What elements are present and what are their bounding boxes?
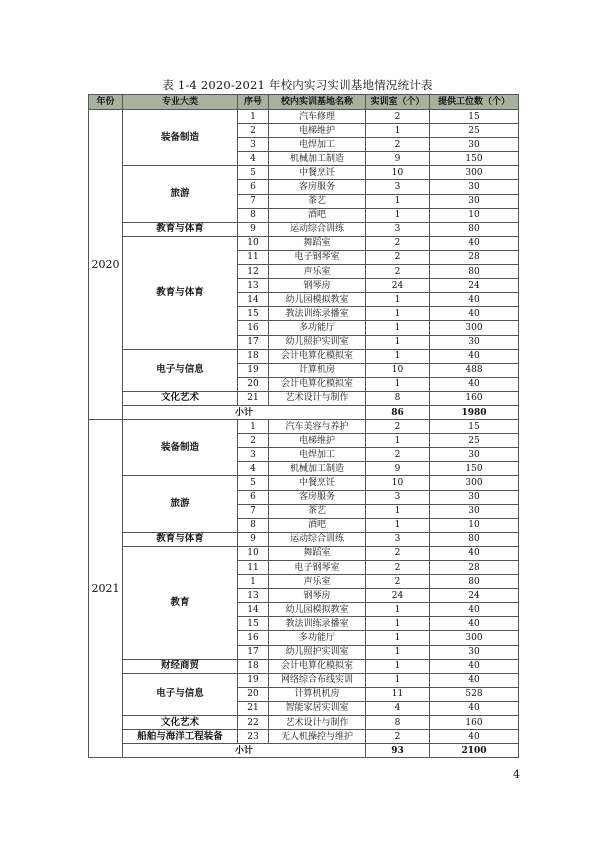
seats-cell: 30 <box>430 180 519 194</box>
rooms-cell: 10 <box>366 363 430 377</box>
seats-cell: 40 <box>430 603 519 617</box>
seats-cell: 30 <box>430 335 519 349</box>
base-name-cell: 幼儿园模拟教室 <box>269 603 366 617</box>
index-cell: 15 <box>238 307 269 321</box>
category-cell: 文化艺术 <box>123 716 238 730</box>
base-name-cell: 多功能厅 <box>269 321 366 335</box>
category-cell: 装备制造 <box>123 420 238 476</box>
rooms-cell: 1 <box>366 645 430 659</box>
seats-cell: 40 <box>430 293 519 307</box>
subtotal-label: 小计 <box>123 744 366 758</box>
base-name-cell: 会计电算化模拟室 <box>269 659 366 673</box>
seats-cell: 30 <box>430 194 519 208</box>
index-cell: 23 <box>238 730 269 744</box>
seats-cell: 150 <box>430 462 519 476</box>
index-cell: 11 <box>238 561 269 575</box>
category-cell: 文化艺术 <box>123 391 238 405</box>
rooms-cell: 1 <box>366 321 430 335</box>
base-name-cell: 中餐烹饪 <box>269 476 366 490</box>
index-cell: 10 <box>238 546 269 560</box>
base-name-cell: 智能家居实训室 <box>269 701 366 715</box>
table-body <box>89 110 519 758</box>
category-cell: 电子与信息 <box>123 349 238 391</box>
base-name-cell: 机械加工制造 <box>269 462 366 476</box>
rooms-cell: 8 <box>366 716 430 730</box>
table-row <box>89 222 519 236</box>
base-name-cell: 客房服务 <box>269 180 366 194</box>
index-cell: 6 <box>238 490 269 504</box>
rooms-cell: 1 <box>366 504 430 518</box>
rooms-cell: 3 <box>366 532 430 546</box>
base-name-cell: 机械加工制造 <box>269 152 366 166</box>
rooms-cell: 4 <box>366 701 430 715</box>
base-name-cell: 运动综合训练 <box>269 222 366 236</box>
base-name-cell: 教法训练录播室 <box>269 617 366 631</box>
subtotal-rooms: 86 <box>366 405 430 419</box>
rooms-cell: 10 <box>366 166 430 180</box>
rooms-cell: 1 <box>366 603 430 617</box>
header-base-name: 校内实训基地名称 <box>269 95 366 110</box>
seats-cell: 40 <box>430 377 519 391</box>
seats-cell: 30 <box>430 645 519 659</box>
rooms-cell: 1 <box>366 349 430 363</box>
index-cell: 1 <box>238 110 269 124</box>
table-row <box>89 476 519 490</box>
seats-cell: 150 <box>430 152 519 166</box>
seats-cell: 15 <box>430 420 519 434</box>
table-row <box>89 730 519 744</box>
header-index: 序号 <box>238 95 269 110</box>
index-cell: 13 <box>238 279 269 293</box>
year-cell: 2021 <box>89 420 123 758</box>
rooms-cell: 2 <box>366 730 430 744</box>
rooms-cell: 1 <box>366 208 430 222</box>
base-name-cell: 电焊加工 <box>269 448 366 462</box>
rooms-cell: 3 <box>366 180 430 194</box>
subtotal-row <box>89 744 519 758</box>
training-base-table <box>88 94 519 758</box>
seats-cell: 10 <box>430 208 519 222</box>
index-cell: 20 <box>238 377 269 391</box>
table-header-row <box>89 95 519 110</box>
rooms-cell: 24 <box>366 589 430 603</box>
table-row <box>89 391 519 405</box>
seats-cell: 30 <box>430 490 519 504</box>
seats-cell: 160 <box>430 716 519 730</box>
base-name-cell: 声乐室 <box>269 265 366 279</box>
base-name-cell: 电子钢琴室 <box>269 561 366 575</box>
category-cell: 教育 <box>123 546 238 659</box>
base-name-cell: 汽车修理 <box>269 110 366 124</box>
seats-cell: 80 <box>430 222 519 236</box>
seats-cell: 28 <box>430 561 519 575</box>
header-rooms: 实训室（个） <box>366 95 430 110</box>
rooms-cell: 2 <box>366 236 430 250</box>
rooms-cell: 9 <box>366 462 430 476</box>
rooms-cell: 8 <box>366 391 430 405</box>
rooms-cell: 24 <box>366 279 430 293</box>
table-row <box>89 110 519 124</box>
index-cell: 9 <box>238 222 269 236</box>
base-name-cell: 舞蹈室 <box>269 546 366 560</box>
rooms-cell: 2 <box>366 138 430 152</box>
base-name-cell: 电梯维护 <box>269 434 366 448</box>
subtotal-rooms: 93 <box>366 744 430 758</box>
subtotal-seats: 2100 <box>430 744 519 758</box>
rooms-cell: 11 <box>366 687 430 701</box>
rooms-cell: 2 <box>366 546 430 560</box>
base-name-cell: 会计电算化模拟室 <box>269 349 366 363</box>
subtotal-row <box>89 405 519 419</box>
index-cell: 2 <box>238 434 269 448</box>
seats-cell: 40 <box>430 546 519 560</box>
base-name-cell: 声乐室 <box>269 575 366 589</box>
index-cell: 19 <box>238 363 269 377</box>
category-cell: 装备制造 <box>123 110 238 166</box>
seats-cell: 300 <box>430 321 519 335</box>
subtotal-label: 小计 <box>123 405 366 419</box>
base-name-cell: 会计电算化模拟室 <box>269 377 366 391</box>
index-cell: 15 <box>238 617 269 631</box>
base-name-cell: 电子钢琴室 <box>269 250 366 264</box>
base-name-cell: 电焊加工 <box>269 138 366 152</box>
index-cell: 8 <box>238 208 269 222</box>
table-row <box>89 546 519 560</box>
index-cell: 7 <box>238 194 269 208</box>
index-cell: 11 <box>238 250 269 264</box>
base-name-cell: 幼儿照护实训室 <box>269 335 366 349</box>
table-row <box>89 349 519 363</box>
rooms-cell: 10 <box>366 476 430 490</box>
base-name-cell: 教法训练录播室 <box>269 307 366 321</box>
seats-cell: 40 <box>430 659 519 673</box>
table-row <box>89 659 519 673</box>
seats-cell: 24 <box>430 279 519 293</box>
seats-cell: 80 <box>430 265 519 279</box>
index-cell: 12 <box>238 265 269 279</box>
category-cell: 旅游 <box>123 476 238 532</box>
base-name-cell: 幼儿照护实训室 <box>269 645 366 659</box>
base-name-cell: 多功能厅 <box>269 631 366 645</box>
base-name-cell: 幼儿园模拟教室 <box>269 293 366 307</box>
rooms-cell: 1 <box>366 518 430 532</box>
seats-cell: 25 <box>430 434 519 448</box>
seats-cell: 28 <box>430 250 519 264</box>
rooms-cell: 1 <box>366 335 430 349</box>
index-cell: 10 <box>238 236 269 250</box>
base-name-cell: 计算机房 <box>269 363 366 377</box>
category-cell: 教育与体育 <box>123 222 238 236</box>
seats-cell: 30 <box>430 504 519 518</box>
year-cell: 2020 <box>89 110 123 420</box>
rooms-cell: 2 <box>366 250 430 264</box>
index-cell: 21 <box>238 391 269 405</box>
rooms-cell: 1 <box>366 293 430 307</box>
header-year: 年份 <box>89 95 123 110</box>
seats-cell: 300 <box>430 476 519 490</box>
seats-cell: 300 <box>430 166 519 180</box>
table-row <box>89 166 519 180</box>
category-cell: 教育与体育 <box>123 532 238 546</box>
index-cell: 8 <box>238 518 269 532</box>
category-cell: 船舶与海洋工程装备 <box>123 730 238 744</box>
base-name-cell: 艺术设计与制作 <box>269 391 366 405</box>
index-cell: 17 <box>238 335 269 349</box>
category-cell: 旅游 <box>123 166 238 222</box>
base-name-cell: 钢琴房 <box>269 589 366 603</box>
subtotal-seats: 1980 <box>430 405 519 419</box>
seats-cell: 40 <box>430 307 519 321</box>
index-cell: 5 <box>238 166 269 180</box>
index-cell: 9 <box>238 532 269 546</box>
base-name-cell: 运动综合训练 <box>269 532 366 546</box>
table-row <box>89 236 519 250</box>
table-row <box>89 716 519 730</box>
header-seats: 提供工位数（个） <box>430 95 519 110</box>
base-name-cell: 酒吧 <box>269 518 366 532</box>
base-name-cell: 钢琴房 <box>269 279 366 293</box>
index-cell: 4 <box>238 152 269 166</box>
index-cell: 5 <box>238 476 269 490</box>
index-cell: 18 <box>238 659 269 673</box>
index-cell: 14 <box>238 293 269 307</box>
index-cell: 4 <box>238 462 269 476</box>
rooms-cell: 2 <box>366 575 430 589</box>
category-cell: 电子与信息 <box>123 673 238 715</box>
rooms-cell: 1 <box>366 377 430 391</box>
base-name-cell: 舞蹈室 <box>269 236 366 250</box>
rooms-cell: 2 <box>366 420 430 434</box>
seats-cell: 80 <box>430 532 519 546</box>
index-cell: 16 <box>238 321 269 335</box>
base-name-cell: 茶艺 <box>269 504 366 518</box>
rooms-cell: 1 <box>366 434 430 448</box>
seats-cell: 488 <box>430 363 519 377</box>
seats-cell: 10 <box>430 518 519 532</box>
rooms-cell: 1 <box>366 124 430 138</box>
seats-cell: 160 <box>430 391 519 405</box>
rooms-cell: 1 <box>366 194 430 208</box>
base-name-cell: 无人机操控与维护 <box>269 730 366 744</box>
rooms-cell: 2 <box>366 110 430 124</box>
table-caption: 表 1-4 2020-2021 年校内实习实训基地情况统计表 <box>162 78 433 92</box>
rooms-cell: 1 <box>366 631 430 645</box>
seats-cell: 30 <box>430 138 519 152</box>
base-name-cell: 电梯维护 <box>269 124 366 138</box>
seats-cell: 24 <box>430 589 519 603</box>
rooms-cell: 2 <box>366 265 430 279</box>
index-cell: 1 <box>238 575 269 589</box>
seats-cell: 25 <box>430 124 519 138</box>
base-name-cell: 中餐烹饪 <box>269 166 366 180</box>
category-cell: 教育与体育 <box>123 236 238 349</box>
rooms-cell: 2 <box>366 561 430 575</box>
index-cell: 18 <box>238 349 269 363</box>
index-cell: 20 <box>238 687 269 701</box>
rooms-cell: 1 <box>366 659 430 673</box>
seats-cell: 40 <box>430 730 519 744</box>
base-name-cell: 客房服务 <box>269 490 366 504</box>
index-cell: 3 <box>238 138 269 152</box>
seats-cell: 528 <box>430 687 519 701</box>
seats-cell: 40 <box>430 673 519 687</box>
table-row <box>89 420 519 434</box>
index-cell: 1 <box>238 420 269 434</box>
seats-cell: 30 <box>430 448 519 462</box>
seats-cell: 40 <box>430 349 519 363</box>
index-cell: 6 <box>238 180 269 194</box>
rooms-cell: 3 <box>366 222 430 236</box>
rooms-cell: 1 <box>366 673 430 687</box>
base-name-cell: 艺术设计与制作 <box>269 716 366 730</box>
base-name-cell: 计算机机房 <box>269 687 366 701</box>
index-cell: 21 <box>238 701 269 715</box>
index-cell: 17 <box>238 645 269 659</box>
index-cell: 16 <box>238 631 269 645</box>
seats-cell: 40 <box>430 617 519 631</box>
index-cell: 3 <box>238 448 269 462</box>
seats-cell: 40 <box>430 236 519 250</box>
seats-cell: 40 <box>430 701 519 715</box>
index-cell: 13 <box>238 589 269 603</box>
index-cell: 7 <box>238 504 269 518</box>
category-cell: 财经商贸 <box>123 659 238 673</box>
index-cell: 19 <box>238 673 269 687</box>
rooms-cell: 1 <box>366 617 430 631</box>
header-category: 专业大类 <box>123 95 238 110</box>
base-name-cell: 汽车美容与养护 <box>269 420 366 434</box>
base-name-cell: 网络综合布线实训 <box>269 673 366 687</box>
page-number: 4 <box>513 768 520 781</box>
index-cell: 2 <box>238 124 269 138</box>
base-name-cell: 茶艺 <box>269 194 366 208</box>
rooms-cell: 2 <box>366 448 430 462</box>
table-row <box>89 673 519 687</box>
rooms-cell: 9 <box>366 152 430 166</box>
seats-cell: 15 <box>430 110 519 124</box>
index-cell: 22 <box>238 716 269 730</box>
rooms-cell: 1 <box>366 307 430 321</box>
rooms-cell: 3 <box>366 490 430 504</box>
seats-cell: 300 <box>430 631 519 645</box>
table-row <box>89 532 519 546</box>
index-cell: 14 <box>238 603 269 617</box>
base-name-cell: 酒吧 <box>269 208 366 222</box>
seats-cell: 80 <box>430 575 519 589</box>
